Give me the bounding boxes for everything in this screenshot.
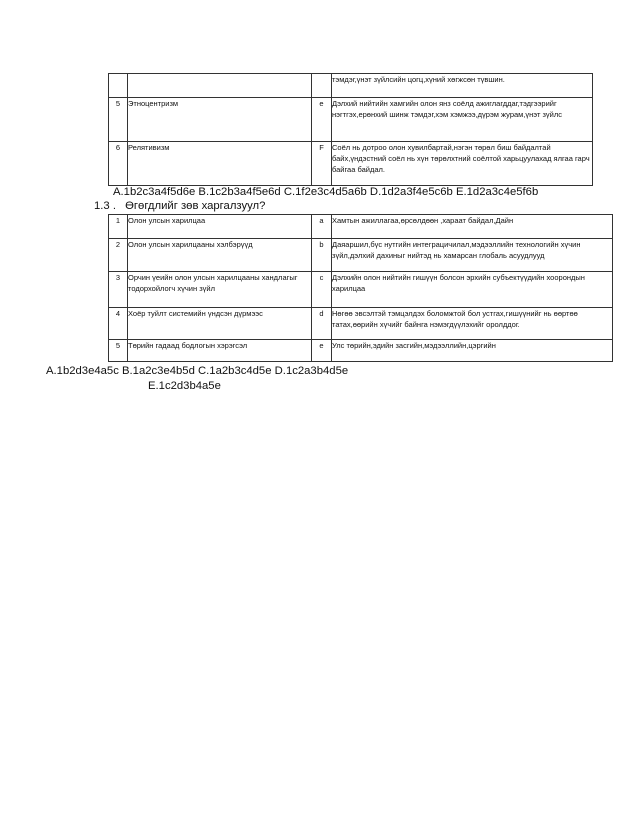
row-term: Релятивизм	[128, 142, 312, 186]
row-letter	[312, 74, 332, 98]
row-number: 6	[109, 142, 128, 186]
table-row	[109, 74, 593, 98]
row-description: Улс төрийн,эдийн засгийн,мэдээллийн,цэргийн	[332, 340, 613, 362]
row-description: Дэлхий нийтийн хамгийн олон янз соёлд ажиглагддаг,тэдгээрийг нэгтгэх,ерөнхий шинж тэмдэг,хэм хэмжээ,дүрэм журам,үнэт зүйлс	[332, 98, 593, 142]
table-row	[109, 239, 613, 272]
question-number: 1.3 .	[94, 200, 116, 212]
row-term	[128, 74, 312, 98]
row-number: 3	[109, 272, 128, 308]
row-letter: d	[312, 308, 332, 340]
row-number: 2	[109, 239, 128, 272]
table-row	[109, 308, 613, 340]
question-heading	[94, 200, 265, 212]
row-letter: e	[312, 98, 332, 142]
row-term: Олон улсын харилцааны хэлбэрүүд	[128, 239, 312, 272]
answer-options-2: A.1b2d3e4a5c B.1a2c3e4b5d C.1a2b3c4d5e D.1c2a3b4d5e	[46, 365, 349, 377]
row-term: Хоёр туйлт системийн үндсэн дүрмээс	[128, 308, 312, 340]
table-row	[109, 142, 593, 186]
row-letter: e	[312, 340, 332, 362]
row-description: Соёл нь дотроо олон хувилбартай,нэгэн төрөл биш байдалтай байх,үндэстний соёл нь хүн төрөлхтний соёлтой харьцуулахад ялгаа гарч байгаа байдал.	[332, 142, 593, 186]
row-term: Олон улсын харилцаа	[128, 215, 312, 239]
matching-table-2	[108, 214, 613, 362]
row-description: Хамтын ажиллагаа,өрсөлдөөн ,хараат байдал,Дайн	[332, 215, 613, 239]
table-row	[109, 215, 613, 239]
row-letter: a	[312, 215, 332, 239]
matching-table-1	[108, 73, 593, 186]
answer-options-1: A.1b2c3a4f5d6e B.1c2b3a4f5e6d C.1f2e3c4d5a6b D.1d2a3f4e5c6b E.1d2a3c4e5f6b	[113, 186, 539, 198]
row-number: 5	[109, 98, 128, 142]
row-letter: c	[312, 272, 332, 308]
answer-option-e: E.1c2d3b4a5e	[148, 380, 221, 392]
row-description: тэмдэг,үнэт зүйлсийн цогц,хүний хөгжсөн түвшин.	[332, 74, 593, 98]
row-term: Этноцентризм	[128, 98, 312, 142]
row-term: Төрийн гадаад бодлогын хэрэгсэл	[128, 340, 312, 362]
row-letter: F	[312, 142, 332, 186]
row-description: Дэлхийн олон нийтийн гишүүн болсон эрхийн субъектүүдийн хоорондын харилцаа	[332, 272, 613, 308]
row-description: Нөгөө эвсэлтэй тэмцэлдэх боломжтой бол устгах,гишүүнийг нь өөртөө татах,өөрийн хүчийг байнга нэмэгдүүлэхийг оролддог.	[332, 308, 613, 340]
row-term: Орчин үеийн олон улсын харилцааны хандлагыг тодорхойлогч хүчин зүйл	[128, 272, 312, 308]
table-row	[109, 272, 613, 308]
table-row	[109, 340, 613, 362]
row-letter: b	[312, 239, 332, 272]
row-number: 4	[109, 308, 128, 340]
row-number: 5	[109, 340, 128, 362]
question-text: Өгөгдлийг зөв харгалзуул?	[125, 200, 266, 212]
row-description: Даяаршил,бүс нутгийн интеграцичилал,мэдээллийн технологийн хүчин зүйл,дэлхий дахиныг нийтэд нь хамарсан глобаль асуудлууд	[332, 239, 613, 272]
table-row	[109, 98, 593, 142]
row-number: 1	[109, 215, 128, 239]
row-number	[109, 74, 128, 98]
